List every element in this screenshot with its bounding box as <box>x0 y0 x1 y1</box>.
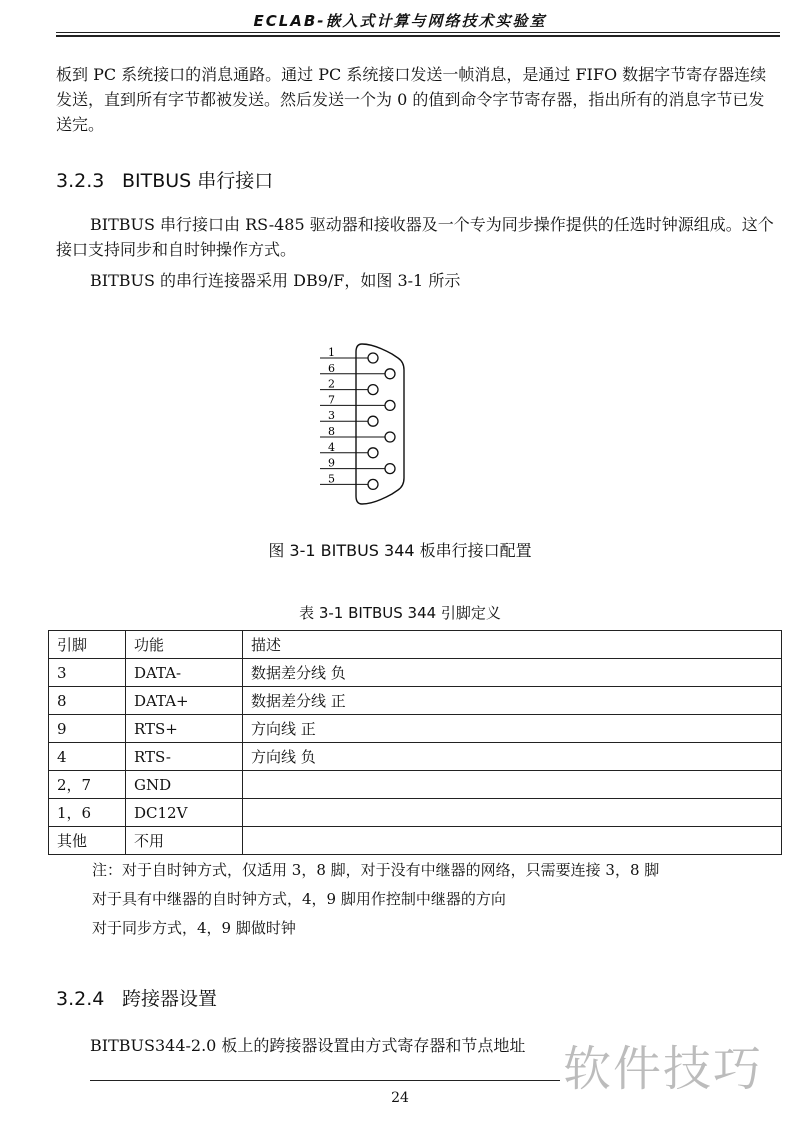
section-title: BITBUS 串行接口 <box>122 170 274 192</box>
function-cell: GND <box>126 771 243 799</box>
section-number: 3.2.3 <box>56 170 105 192</box>
header-cell-pin: 引脚 <box>49 631 126 659</box>
pin-cell: 2，7 <box>49 771 126 799</box>
watermark: 软件技巧 <box>563 1041 764 1097</box>
jumper-description-paragraph: BITBUS344-2.0 板上的跨接器设置由方式寄存器和节点地址 <box>90 1036 526 1055</box>
pin-label: 8 <box>328 425 335 438</box>
description-cell <box>243 799 782 827</box>
pin-socket <box>368 448 378 458</box>
section-title: 跨接器设置 <box>122 988 218 1010</box>
description-cell: 数据差分线 负 <box>243 659 782 687</box>
note-line: 注：对于自时钟方式，仅适用 3，8 脚，对于没有中继器的网络，只需要连接 3，8 脚 <box>92 861 660 879</box>
description-cell: 方向线 正 <box>243 715 782 743</box>
table-row <box>49 715 782 743</box>
table-row <box>49 799 782 827</box>
footer-rule <box>90 1080 560 1081</box>
pin-label: 2 <box>328 377 335 391</box>
pin-socket <box>368 353 378 363</box>
pin-socket <box>368 385 378 395</box>
pin-socket <box>385 400 395 410</box>
figure-caption: 图 3-1 BITBUS 344 板串行接口配置 <box>268 541 532 560</box>
pin-socket <box>368 416 378 426</box>
table-row <box>49 771 782 799</box>
header-rule <box>56 32 780 33</box>
pin-definition-table <box>48 630 782 855</box>
header-cell-function: 功能 <box>126 631 243 659</box>
description-cell: 方向线 负 <box>243 743 782 771</box>
function-cell: RTS+ <box>126 715 243 743</box>
table-notes <box>92 856 659 943</box>
function-cell: DATA- <box>126 659 243 687</box>
note-line: 对于具有中继器的自时钟方式，4，9 脚用作控制中继器的方向 <box>92 890 506 908</box>
pin-socket <box>368 479 378 489</box>
description-cell <box>243 827 782 855</box>
pin-cell: 4 <box>49 743 126 771</box>
section-heading-jumper <box>56 984 217 1011</box>
pin-cell: 9 <box>49 715 126 743</box>
pin-socket <box>385 432 395 442</box>
function-cell: RTS- <box>126 743 243 771</box>
header-rule-thick <box>56 35 780 37</box>
header-cell-description: 描述 <box>243 631 782 659</box>
page-number: 24 <box>391 1090 409 1106</box>
connector-shell <box>356 344 404 504</box>
function-cell: DC12V <box>126 799 243 827</box>
pin-label: 5 <box>328 472 335 486</box>
table-row <box>49 659 782 687</box>
note-line: 对于同步方式，4，9 脚做时钟 <box>92 919 296 937</box>
pin-label: 3 <box>328 409 335 423</box>
pin-cell: 8 <box>49 687 126 715</box>
description-cell <box>243 771 782 799</box>
pin-label: 1 <box>328 346 335 359</box>
function-cell: 不用 <box>126 827 243 855</box>
table-row <box>49 743 782 771</box>
intro-paragraph: 板到 PC 系统接口的消息通路。通过 PC 系统接口发送一帧消息，是通过 FIFO 数据字节寄存器连续发送，直到所有字节都被发送。然后发送一个为 0 的值到命令字节寄存器，指出所有的消息字节已发送完。 <box>56 65 767 134</box>
pin-cell: 其他 <box>49 827 126 855</box>
pin-cell: 3 <box>49 659 126 687</box>
pin-label: 9 <box>328 456 335 470</box>
pin-socket <box>385 464 395 474</box>
pin-cell: 1，6 <box>49 799 126 827</box>
description-cell: 数据差分线 正 <box>243 687 782 715</box>
pin-label: 4 <box>328 440 335 454</box>
connector-description-paragraph: BITBUS 的串行连接器采用 DB9/F，如图 3-1 所示 <box>90 271 461 290</box>
db9-connector-diagram <box>300 340 430 510</box>
page-header-title: ECLAB-嵌入式计算与网络技术实验室 <box>253 12 547 30</box>
table-caption: 表 3-1 BITBUS 344 引脚定义 <box>299 604 501 622</box>
table-row <box>49 687 782 715</box>
function-cell: DATA+ <box>126 687 243 715</box>
table-header-row <box>49 631 782 659</box>
section-number: 3.2.4 <box>56 988 105 1010</box>
serial-description-paragraph: BITBUS 串行接口由 RS-485 驱动器和接收器及一个专为同步操作提供的任选时钟源组成。这个接口支持同步和自时钟操作方式。 <box>56 215 774 259</box>
pin-socket <box>385 369 395 379</box>
pin-label: 6 <box>328 361 335 375</box>
section-heading-serial <box>56 166 273 193</box>
pin-label: 7 <box>328 393 335 407</box>
table-row <box>49 827 782 855</box>
